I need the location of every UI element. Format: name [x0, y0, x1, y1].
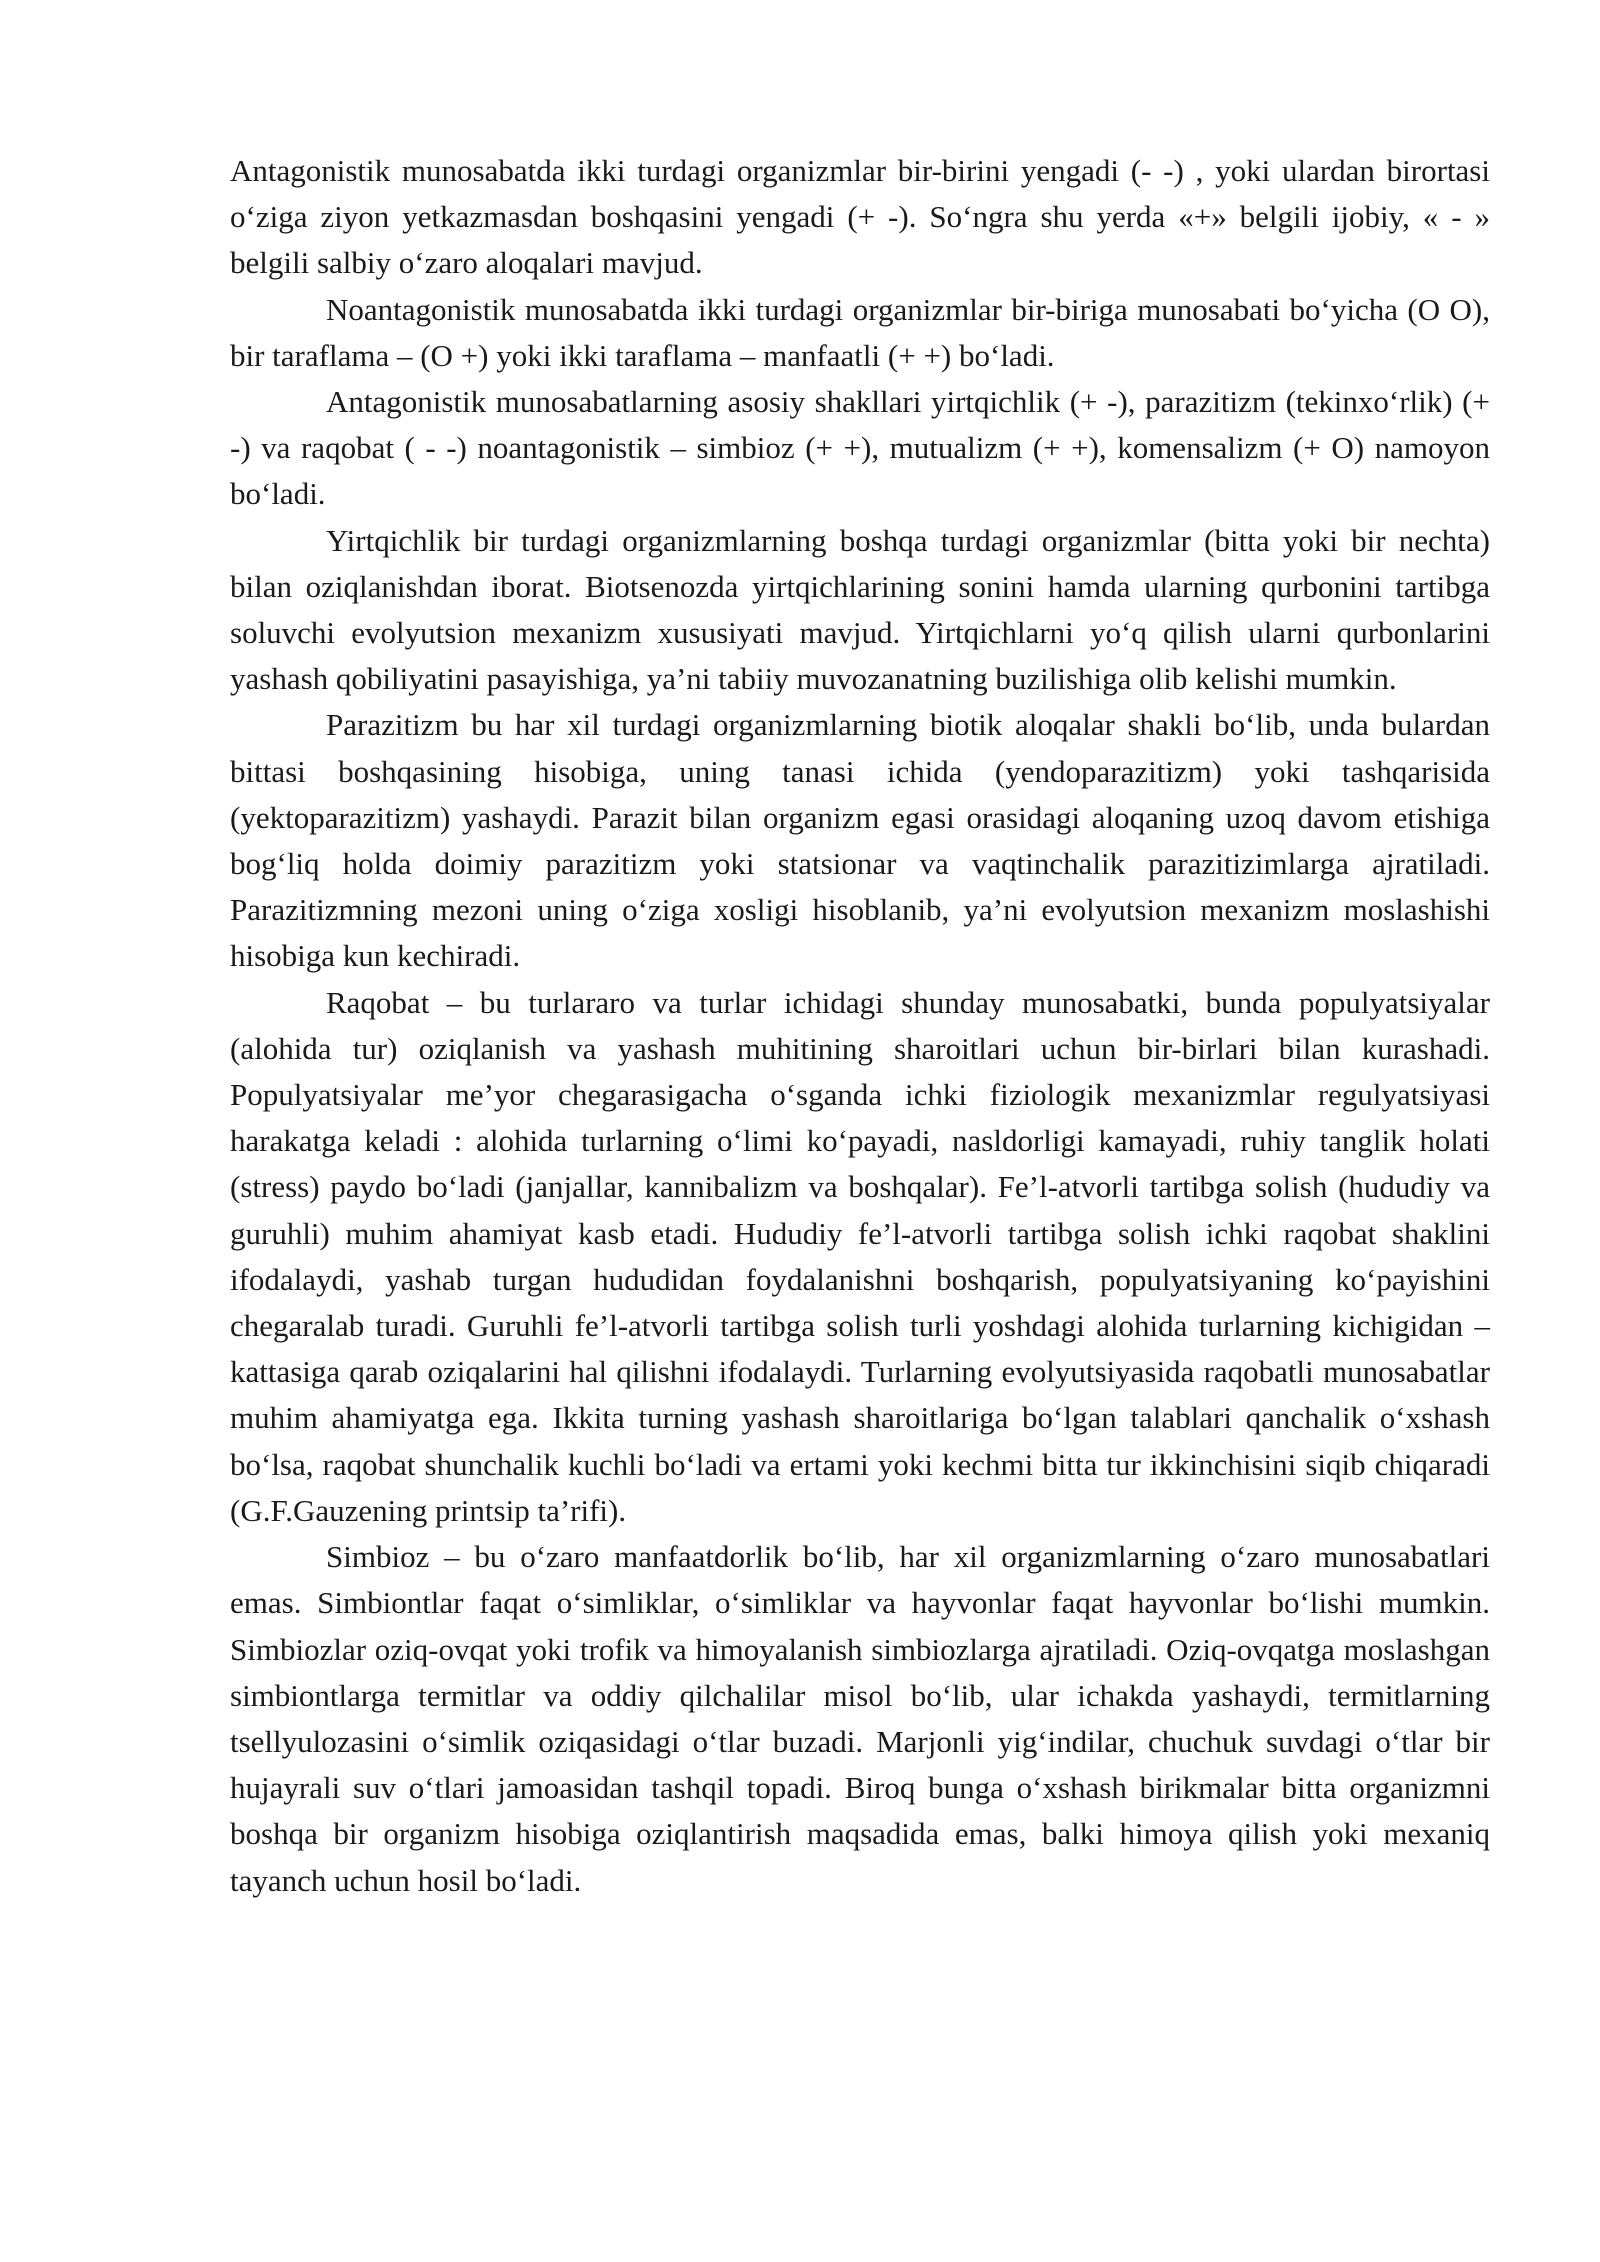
paragraph-parazitizm: Parazitizm bu har xil turdagi organizmlarning biotik aloqalar shakli bo‘lib, unda bulardan bittasi boshqasining hisobiga, uning tanasi ichida (yendoparazitizm) yoki tashqarisida (yektoparazitizm) yashaydi. Parazit bilan organizm egasi orasidagi aloqaning uzoq davom etishiga bog‘liq holda doimiy parazitizm yoki statsionar va vaqtinchalik parazitizimlarga ajratiladi. Parazitizmning mezoni uning o‘ziga xosligi hisoblanib, ya’ni evolyutsion mexanizm moslashishi hisobiga kun kechiradi.	[230, 707, 1490, 974]
paragraph-shakllari: Antagonistik munosabatlarning asosiy shakllari yirtqichlik (+ -), parazitizm (tekinxo‘rlik) (+ -) va raqobat ( - -) noantagonistik – simbioz (+ +), mutualizm (+ +), komensalizm (+ O) namoyon bo‘ladi.	[230, 384, 1490, 512]
paragraph-antagonistik: Antagonistik munosabatda ikki turdagi organizmlar bir-birini yengadi (- -) , yoki ulardan birortasi o‘ziga ziyon yetkazmasdan boshqasini yengadi (+ -). So‘ngra shu yerda «+» belgili ijobiy, « - » belgili salbiy o‘zaro aloqalari mavjud.	[230, 153, 1490, 281]
paragraph-raqobat: Raqobat – bu turlararo va turlar ichidagi shunday munosabatki, bunda populyatsiyalar (alohida tur) oziqlanish va yashash muhitining sharoitlari uchun bir-birlari bilan kurashadi. Populyatsiyalar me’yor chegarasigacha o‘sganda ichki fiziologik mexanizmlar regulyatsiyasi harakatga keladi : alohida turlarning o‘limi ko‘payadi, nasldorligi kamayadi, ruhiy tanglik holati (stress) paydo bo‘ladi (janjallar, kannibalizm va boshqalar). Fe’l-atvorli tartibga solish (hududiy va guruhli) muhim ahamiyat kasb etadi. Hududiy fe’l-atvorli tartibga solish ichki raqobat shaklini ifodalaydi, yashab turgan hududidan foydalanishni boshqarish, populyatsiyaning ko‘payishini chegaralab turadi. Guruhli fe’l-atvorli tartibga solish turli yoshdagi alohida turlarning kichigidan – kattasiga qarab oziqalarini hal qilishni ifodalaydi. Turlarning evolyutsiyasida raqobatli munosabatlar muhim ahamiyatga ega. Ikkita turning yashash sharoitlariga bo‘lgan talablari qanchalik o‘xshash bo‘lsa, raqobat shunchalik kuchli bo‘ladi va ertami yoki kechmi bitta tur ikkinchisini siqib chiqaradi (G.F.Gauzening printsip ta’rifi).	[230, 984, 1490, 1528]
paragraph-yirtqichlik: Yirtqichlik bir turdagi organizmlarning boshqa turdagi organizmlar (bitta yoki bir nechta) bilan oziqlanishdan iborat. Biotsenozda yirtqichlarining sonini hamda ularning qurbonini tartibga soluvchi evolyutsion mexanizm xususiyati mavjud. Yirtqichlarni yo‘q qilish ularni qurbonlarini yashash qobiliyatini pasayishiga, ya’ni tabiiy muvozanatning buzilishiga olib kelishi mumkin.	[230, 522, 1490, 697]
document-page	[230, 148, 1490, 1904]
paragraph-simbioz: Simbioz – bu o‘zaro manfaatdorlik bo‘lib, har xil organizmlarning o‘zaro munosabatlari emas. Simbiontlar faqat o‘simliklar, o‘simliklar va hayvonlar faqat hayvonlar bo‘lishi mumkin. Simbiozlar oziq-ovqat yoki trofik va himoyalanish simbiozlarga ajratiladi. Oziq-ovqatga moslashgan simbiontlarga termitlar va oddiy qilchalilar misol bo‘lib, ular ichakda yashaydi, termitlarning tsellyulozasini o‘simlik oziqasidagi o‘tlar buzadi. Marjonli yig‘indilar, chuchuk suvdagi o‘tlar bir hujayrali suv o‘tlari jamoasidan tashqil topadi. Biroq bunga o‘xshash birikmalar bitta organizmni boshqa bir organizm hisobiga oziqlantirish maqsadida emas, balki himoya qilish yoki mexaniq tayanch uchun hosil bo‘ladi.	[230, 1539, 1490, 1898]
paragraph-noantagonistik: Noantagonistik munosabatda ikki turdagi organizmlar bir-biriga munosabati bo‘yicha (O O), bir taraflama – (O +) yoki ikki taraflama – manfaatli (+ +) bo‘ladi.	[230, 291, 1490, 373]
